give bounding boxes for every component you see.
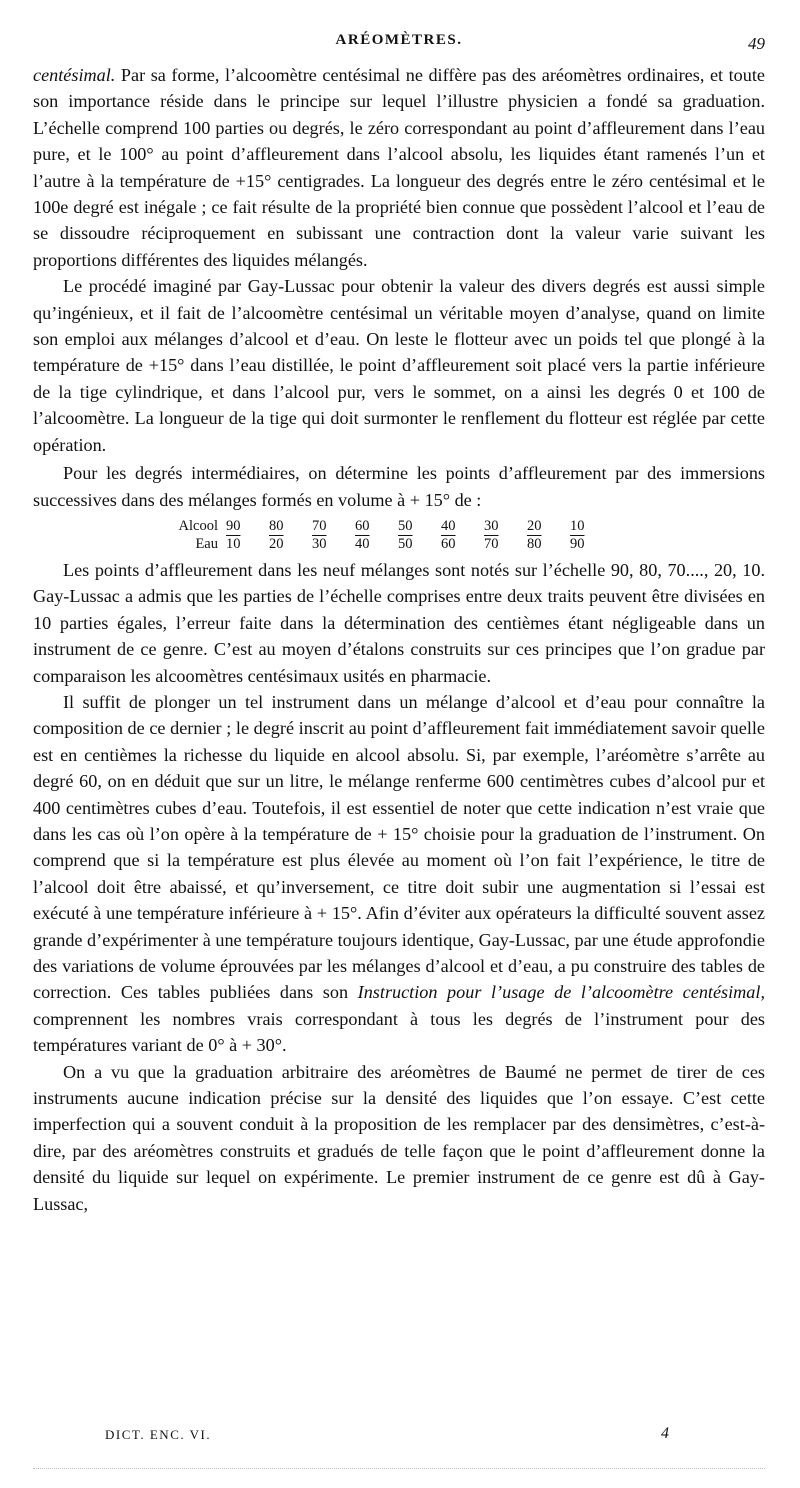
water-cell: 20 [269, 535, 284, 552]
sheet-number: 4 [661, 1425, 669, 1442]
mixture-table [33, 517, 765, 553]
body-text [33, 62, 765, 1217]
paragraph-4: Les points d’affleurement dans les neuf mélanges sont notés sur l’échelle 90, 80, 70...., 20, 10. Gay-Lussac a admis que les parties de l’échelle comprises entre deux traits peuvent être divisées en 10 parties égales, l’erreur faite dans la détermination des centièmes étant négligeable dans un instrument de ce genre. C’est au moyen d’étalons construits sur ces principes que l’on gradue par comparaison les alcoomètres centésimaux usités en pharmacie. [33, 559, 765, 686]
paragraph-6: On a vu que la graduation arbitraire des aréomètres de Baumé ne permet de tirer de ces instruments aucune indication précise sur la densité des liquides que l’on essaye. C’est cette imperfection qui a souvent conduit à la proposition de les remplacer par des densimètres, c’est-à-dire, par des aréomètres construits et gradués de telle façon que le point d’affleurement donne la densité du liquide sur lequel on expérimente. Le premier instrument de ce genre est dû à Gay-Lussac, [33, 1061, 765, 1214]
water-cell: 40 [355, 535, 370, 552]
alcohol-cell: 40 [441, 517, 456, 534]
water-cell: 70 [484, 535, 499, 552]
water-cell: 90 [570, 535, 585, 552]
paragraph-1 [33, 62, 765, 273]
water-row-label: Eau [195, 535, 218, 552]
alcohol-cell: 30 [484, 517, 499, 534]
water-row [33, 535, 765, 553]
alcohol-cell: 80 [269, 517, 284, 534]
page-footer [33, 1425, 765, 1447]
running-title: ARÉOMÈTRES. [335, 32, 463, 48]
alcohol-cell: 70 [312, 517, 327, 534]
alcohol-cell: 60 [355, 517, 370, 534]
alcohol-cell: 50 [398, 517, 413, 534]
alcohol-row-label: Alcool [178, 517, 218, 534]
paragraph-2: Le procédé imaginé par Gay-Lussac pour obtenir la valeur des divers degrés est aussi simple qu’ingénieux, et il fait de l’alcoomètre centésimal un véritable moyen d’analyse, quand on limite son emploi aux mélanges d’alcool et d’eau. On leste le flotteur avec un poids tel que plongé à la température de +15° dans l’eau distillée, le point d’affleurement soit placé vers la partie inférieure de la tige cylindrique, et dans l’alcool pur, vers le sommet, on a ainsi les degrés 0 et 100 de l’alcoomètre. La longueur de la tige qui doit surmonter le renflement du flotteur est réglée par cette opération. [33, 276, 765, 455]
paragraph-5-tail: comprennent les nombres vrais correspondant à tous les degrés de l’instrument pour des températures variant de 0° à + 30°. [33, 1008, 765, 1056]
paragraph-5 [33, 689, 765, 1059]
alcohol-row [33, 517, 765, 535]
alcohol-cell: 20 [527, 517, 542, 534]
bleed-through-specks [33, 1468, 765, 1470]
alcohol-cell: 10 [570, 517, 585, 534]
paragraph-1-text: Par sa forme, l’alcoomètre centésimal ne diffère pas des aréomètres ordinaires, et toute son importance réside dans le principe sur lequel l’illustre physicien a fondé sa graduation. L’échelle comprend 100 parties ou degrés, le zéro correspondant au point d’affleurement dans l’eau pure, et le 100° au point d’affleurement dans l’alcool absolu, les liquides étant ramenés l’un et l’autre à la température de +15° centigrades. La longueur des degrés entre le zéro centésimal et le 100e degré est inégale ; ce fait résulte de la propriété bien connue que possèdent l’alcool et l’eau de se dissoudre réciproquement en subissant une contraction dont la valeur varie suivant les proportions différentes des liquides mélangés. [33, 65, 765, 270]
page-header [33, 32, 765, 56]
page-number: 49 [748, 34, 765, 53]
water-cell: 10 [226, 535, 241, 552]
paragraph-1-lead: centésimal. [33, 65, 116, 85]
cited-work-title: Instruction pour l’usage de l’alcoomètre centésimal, [357, 982, 766, 1003]
paragraph-3: Pour les degrés intermédiaires, on détermine les points d’affleurement par des immersions successives dans des mélanges formés en volume à + 15° de : [33, 463, 765, 510]
alcohol-cell: 90 [226, 517, 241, 534]
water-cell: 50 [398, 535, 413, 552]
paragraph-5-text: Il suffit de plonger un tel instrument dans un mélange d’alcool et d’eau pour connaître la composition de ce dernier ; le degré inscrit au point d’affleurement fait immédiatement savoir quelle est en centièmes la richesse du liquide en alcool absolu. Si, par exemple, l’aréomètre s’arrête au degré 60, on en déduit que sur un litre, le mélange renferme 600 centimètres cubes d’alcool pur et 400 centimètres cubes d’eau. Toutefois, il est essentiel de noter que cette indication n’est vraie que dans les cas où l’on opère à la température de + 15° choisie pour la graduation de l’instrument. On comprend que si la température est plus élevée au moment où l’on fait l’expérience, le titre de l’alcool doit être abaissé, et qu’inversement, ce titre doit subir une augmentation si l’essai est exécuté à une température inférieure à + 15°. Afin d’éviter aux opérateurs la difficulté souvent assez grande d’expérimenter à une température toujours identique, Gay-Lussac, par une étude approfondie des variations de volume éprouvées par les mélanges d’alcool et d’eau, a pu construire des tables de correction. Ces tables publiées dans son [33, 691, 765, 1003]
printer-signature: DICT. ENC. VI. [105, 1427, 212, 1442]
water-cell: 60 [441, 535, 456, 552]
water-cell: 30 [312, 535, 327, 552]
water-cell: 80 [527, 535, 542, 552]
